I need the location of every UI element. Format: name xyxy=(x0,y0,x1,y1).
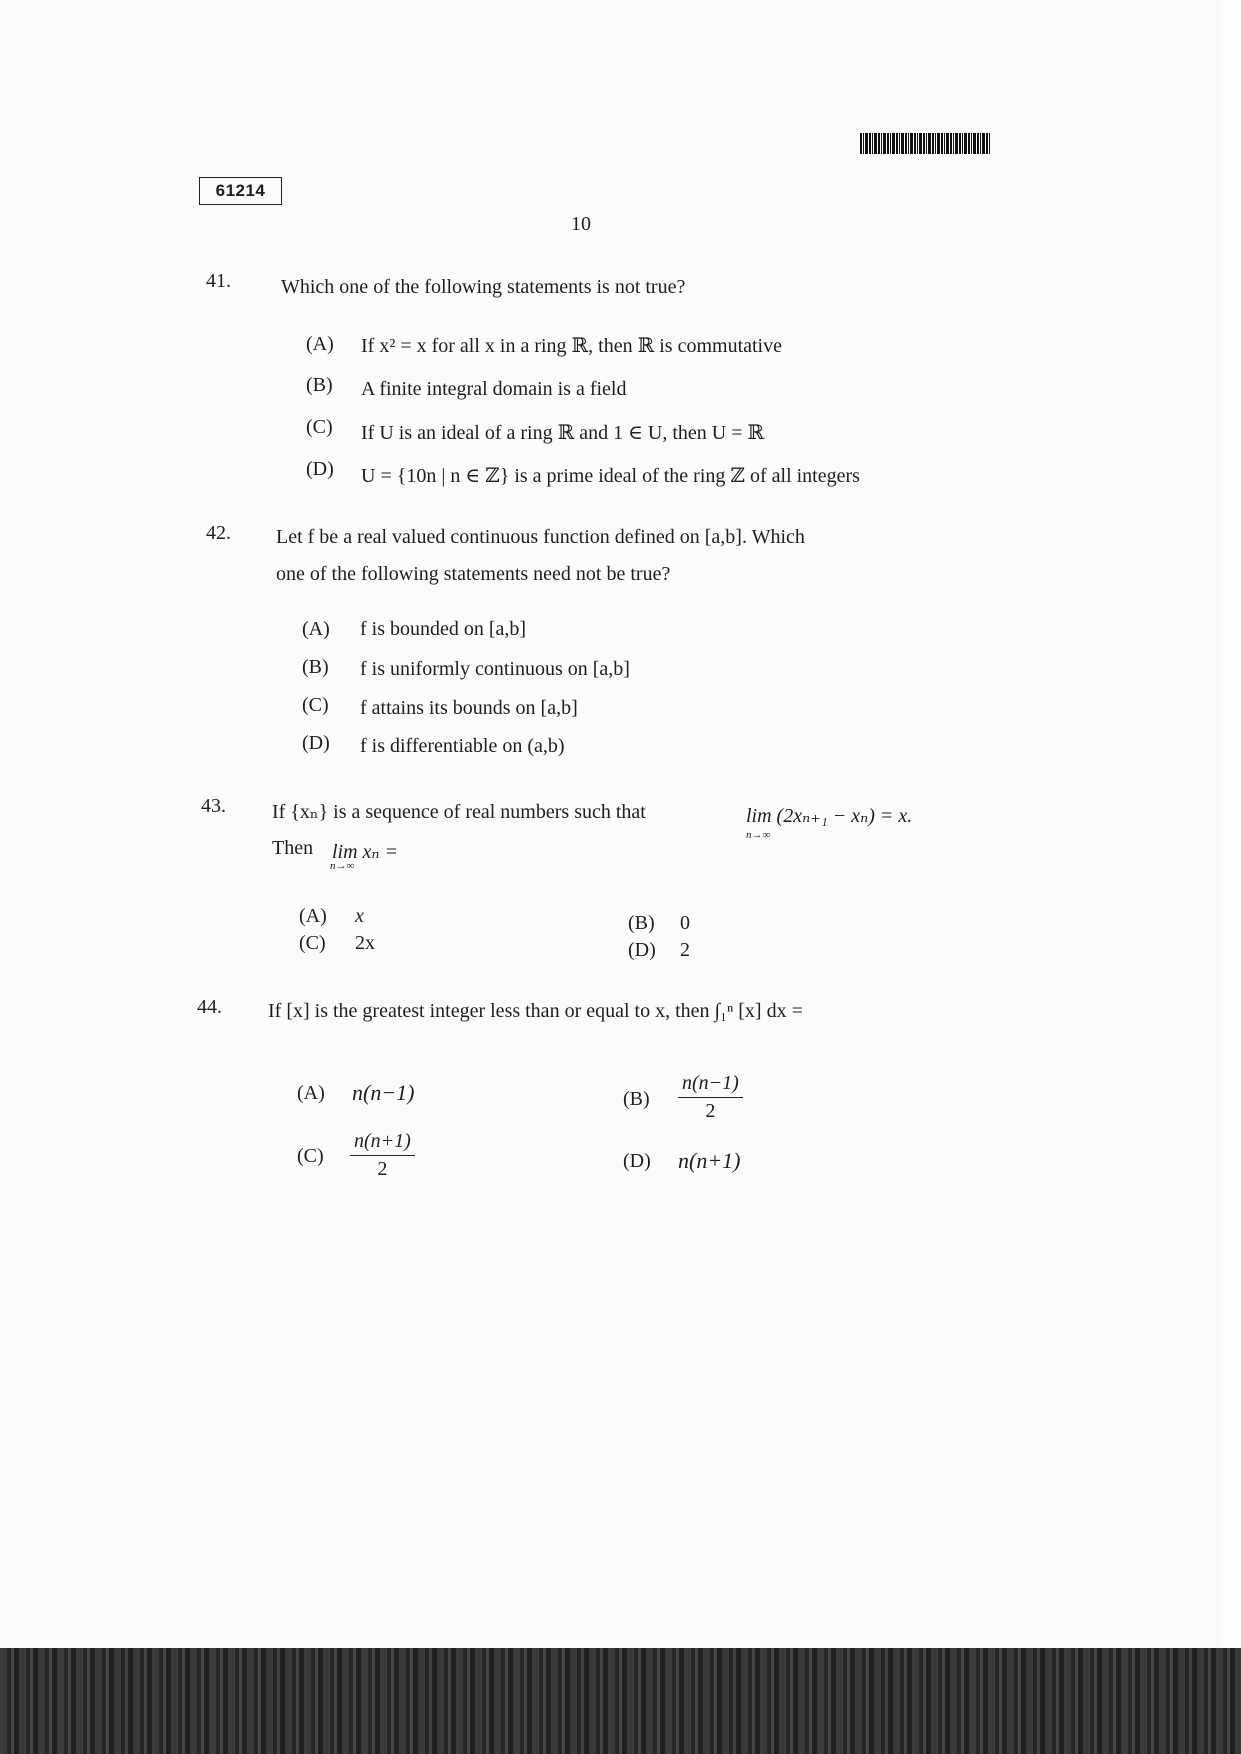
question-43-text-line1: If {xₙ} is a sequence of real numbers such that xyxy=(272,801,646,823)
q42-option-b-text: f is uniformly continuous on [a,b] xyxy=(360,658,630,680)
q43-option-d-label: (D) xyxy=(628,939,656,961)
question-41-text: Which one of the following statements is not true? xyxy=(281,276,686,298)
question-42-number: 42. xyxy=(206,522,231,544)
barcode-image xyxy=(860,133,991,154)
scan-bottom-band xyxy=(0,1648,1241,1754)
q44-option-c-numerator: n(n+1) xyxy=(350,1130,415,1156)
q43-option-a-text: x xyxy=(355,905,364,927)
question-43-number: 43. xyxy=(201,795,226,817)
q42-option-c-text: f attains its bounds on [a,b] xyxy=(360,697,578,719)
q41-option-b-label: (B) xyxy=(306,374,333,396)
question-42-text-line2: one of the following statements need not be true? xyxy=(276,563,671,585)
question-43-text-line2-prefix: Then xyxy=(272,837,314,859)
question-43-limit-subscript: n→∞ xyxy=(746,829,771,841)
q41-option-b-text: A finite integral domain is a field xyxy=(361,378,627,400)
q43-option-b-label: (B) xyxy=(628,912,655,934)
question-44-text: If [x] is the greatest integer less than or equal to x, then ∫₁ⁿ [x] dx = xyxy=(268,1000,803,1022)
q44-option-c-fraction xyxy=(350,1130,415,1181)
question-44-number: 44. xyxy=(197,996,222,1018)
q41-option-c-label: (C) xyxy=(306,416,333,438)
q41-option-d-text: U = {10n | n ∈ ℤ} is a prime ideal of the ring ℤ of all integers xyxy=(361,465,860,487)
q42-option-b-label: (B) xyxy=(302,656,329,678)
q44-option-c-denominator: 2 xyxy=(377,1158,388,1180)
q43-option-c-label: (C) xyxy=(299,932,326,954)
q41-option-c-text: If U is an ideal of a ring ℝ and 1 ∈ U, then U = ℝ xyxy=(361,422,765,444)
question-43-limit2-subscript: n→∞ xyxy=(330,860,355,872)
q43-option-b-text: 0 xyxy=(680,912,690,934)
q41-option-a-label: (A) xyxy=(306,333,334,355)
q42-option-d-text: f is differentiable on (a,b) xyxy=(360,735,565,757)
q43-option-c-text: 2x xyxy=(355,932,375,954)
q44-option-c-label: (C) xyxy=(297,1145,324,1167)
q41-option-d-label: (D) xyxy=(306,458,334,480)
q44-option-b-fraction xyxy=(678,1072,743,1123)
q42-option-d-label: (D) xyxy=(302,732,330,754)
q44-option-b-denominator: 2 xyxy=(705,1100,716,1122)
q44-option-b-numerator: n(n−1) xyxy=(678,1072,743,1098)
q42-option-c-label: (C) xyxy=(302,694,329,716)
q43-option-a-label: (A) xyxy=(299,905,327,927)
q42-option-a-label: (A) xyxy=(302,618,330,640)
page-right-margin xyxy=(1220,0,1241,1648)
q44-option-a-label: (A) xyxy=(297,1082,325,1104)
question-43-limit-expression: lim (2xₙ₊₁ − xₙ) = x. xyxy=(746,805,913,827)
q44-option-d-label: (D) xyxy=(623,1150,651,1172)
q42-option-a-text: f is bounded on [a,b] xyxy=(360,618,527,640)
q44-option-a-text: n(n−1) xyxy=(352,1080,415,1105)
q44-option-d-text: n(n+1) xyxy=(678,1148,741,1173)
paper-code-box: 61214 xyxy=(199,177,282,205)
question-42-text-line1: Let f be a real valued continuous function defined on [a,b]. Which xyxy=(276,526,805,548)
q43-option-d-text: 2 xyxy=(680,939,690,961)
page-number: 10 xyxy=(571,213,591,235)
q41-option-a-text: If x² = x for all x in a ring ℝ, then ℝ is commutative xyxy=(361,335,782,357)
question-41-number: 41. xyxy=(206,270,231,292)
question-43-text-line2-expression: lim xₙ = xyxy=(332,841,399,863)
q44-option-b-label: (B) xyxy=(623,1088,650,1110)
